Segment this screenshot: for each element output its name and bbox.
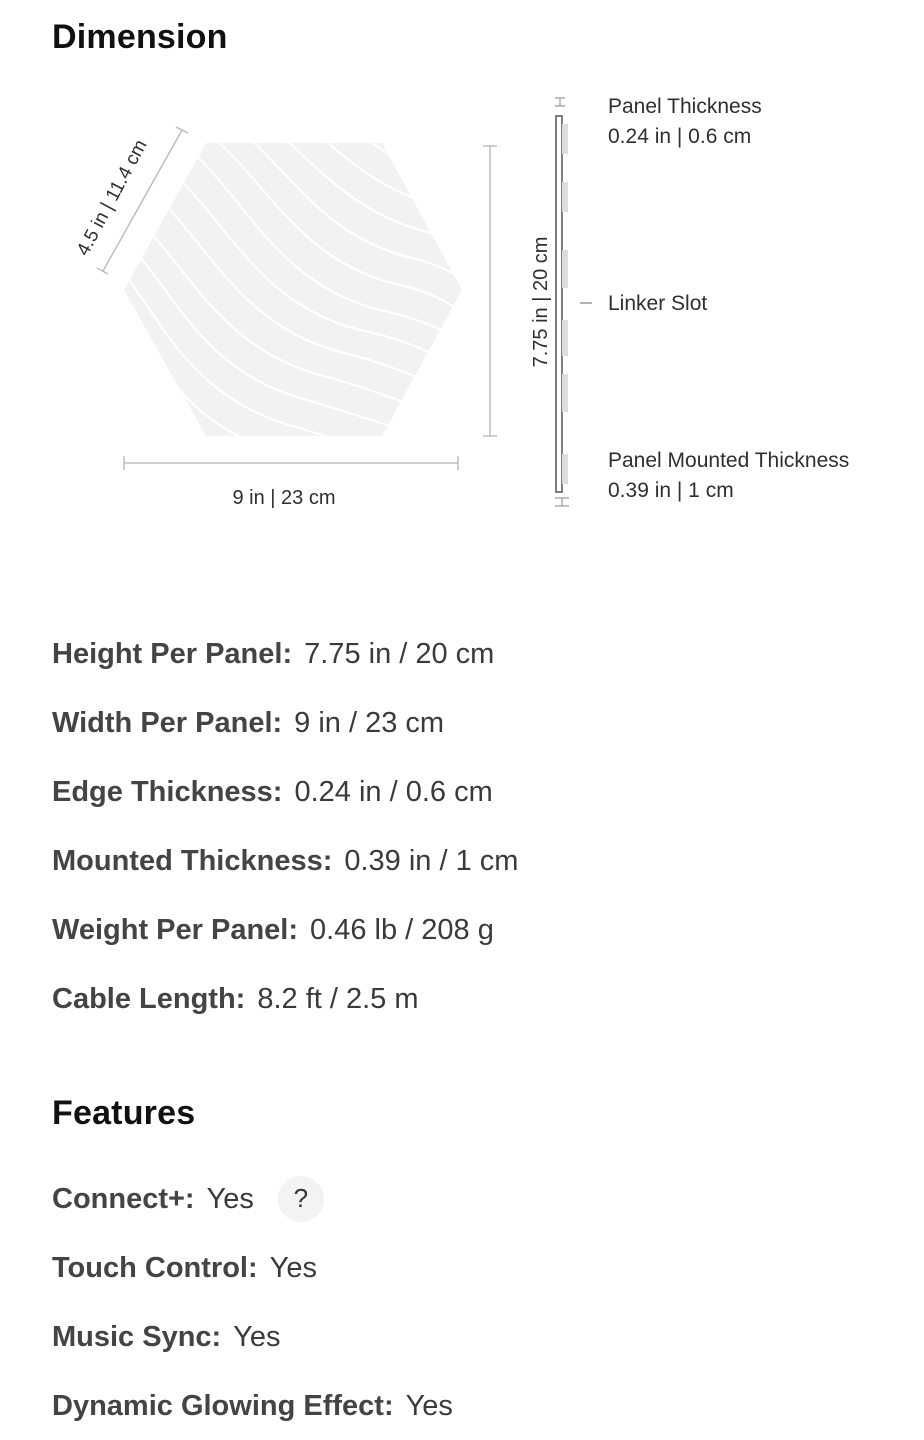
panel-thickness-title: Panel Thickness (608, 95, 762, 118)
mounted-thickness-value: 0.39 in | 1 cm (608, 479, 734, 502)
width-dimension-label: 9 in | 23 cm (232, 487, 336, 509)
spec-row-edge-thickness (52, 770, 518, 839)
spec-label: Mounted Thickness: (52, 845, 333, 877)
feature-label: Music Sync: (52, 1320, 222, 1353)
mounted-thickness-label (608, 446, 849, 506)
height-dimension-label: 7.75 in | 20 cm (530, 236, 552, 368)
dimension-diagram (0, 80, 924, 540)
feature-value: Yes (233, 1320, 281, 1353)
feature-value: Yes (405, 1389, 453, 1422)
feature-value: Yes (206, 1182, 254, 1215)
feature-value: Yes (269, 1251, 317, 1284)
spec-value: 0.46 lb / 208 g (310, 914, 494, 946)
features-title: Features (52, 1094, 196, 1132)
spec-label: Weight Per Panel: (52, 914, 299, 946)
panel-thickness-label (608, 92, 762, 152)
hexagon-panel (124, 143, 462, 436)
spec-list (52, 632, 518, 1046)
spec-value: 7.75 in / 20 cm (304, 638, 495, 670)
panel-thickness-value: 0.24 in | 0.6 cm (608, 125, 752, 148)
connect-help-button[interactable]: ? (278, 1176, 324, 1222)
feature-row-touch-control (52, 1233, 453, 1302)
linker-slot-label (608, 289, 707, 319)
feature-label: Connect+: (52, 1182, 195, 1215)
spec-label: Edge Thickness: (52, 776, 283, 808)
spec-row-weight (52, 908, 518, 977)
dimension-title: Dimension (52, 18, 228, 56)
feature-row-music-sync (52, 1302, 453, 1371)
spec-row-cable-length (52, 977, 518, 1046)
feature-label: Dynamic Glowing Effect: (52, 1389, 394, 1422)
spec-row-mounted-thickness (52, 839, 518, 908)
feature-label: Touch Control: (52, 1251, 258, 1284)
spec-label: Width Per Panel: (52, 707, 283, 739)
spec-label: Height Per Panel: (52, 638, 293, 670)
mounted-thickness-title: Panel Mounted Thickness (608, 449, 850, 472)
feature-row-connect (52, 1164, 453, 1233)
linker-slot-title: Linker Slot (608, 292, 708, 315)
spec-value: 9 in / 23 cm (294, 707, 445, 739)
spec-value: 0.24 in / 0.6 cm (294, 776, 493, 808)
edge-dimension-label: 4.5 in | 11.4 cm (72, 136, 152, 260)
spec-row-width (52, 701, 518, 770)
spec-value: 8.2 ft / 2.5 m (257, 983, 419, 1015)
spec-value: 0.39 in / 1 cm (344, 845, 519, 877)
spec-row-height (52, 632, 518, 701)
feature-row-dynamic-glowing (52, 1371, 453, 1440)
spec-label: Cable Length: (52, 983, 246, 1015)
feature-list (52, 1164, 453, 1440)
panel-side-profile (556, 116, 568, 492)
